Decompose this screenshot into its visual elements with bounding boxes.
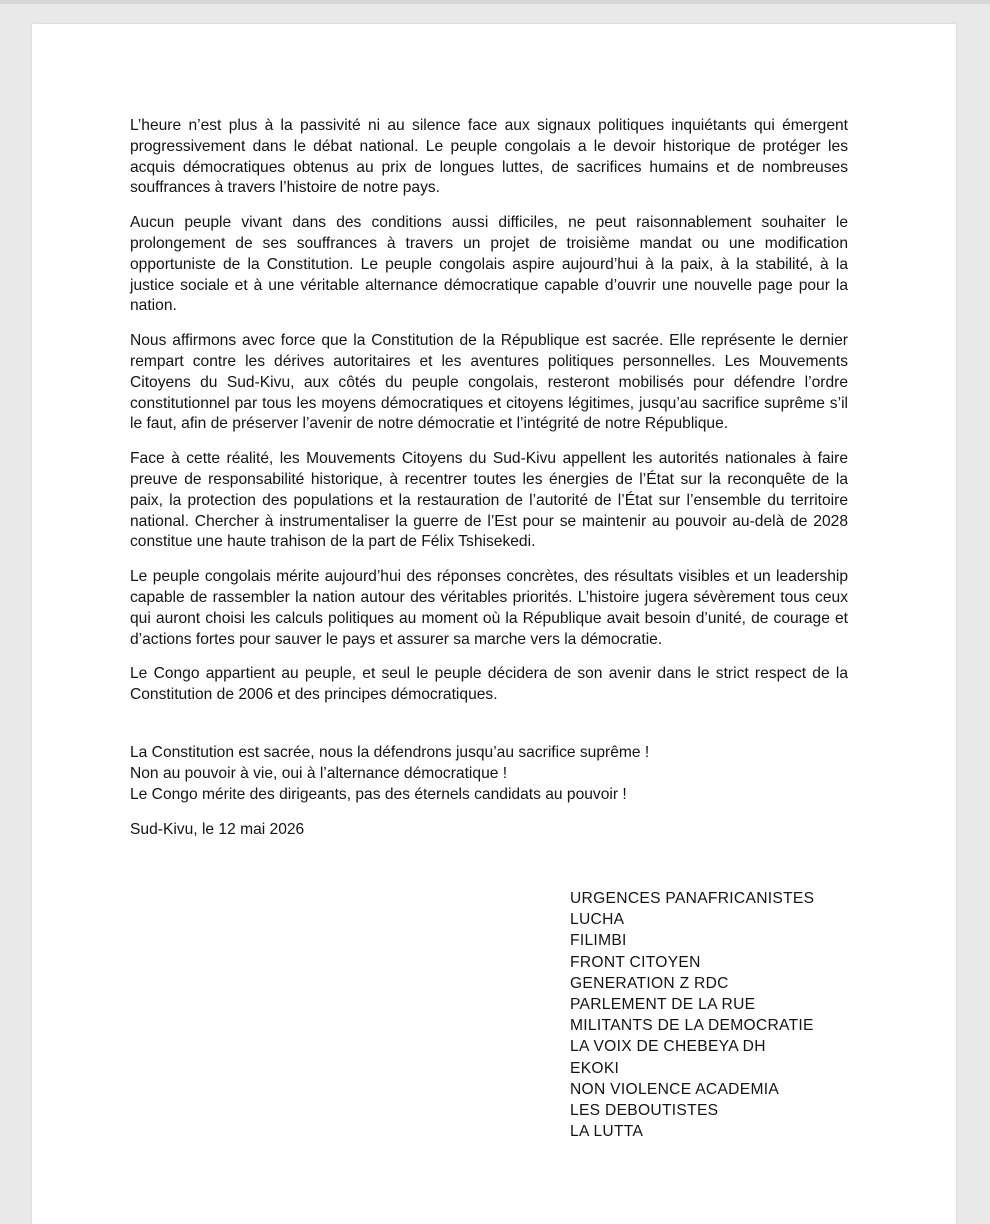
signatory-6: PARLEMENT DE LA RUE [570,996,756,1014]
signatory-1: URGENCES PANAFRICANISTES [570,890,815,907]
paragraph-5: Le peuple congolais mérite aujourd’hui des réponses concrètes, des résultats visibles et un leadership capable de rassembler la nation autour des véritables priorités. L’histoire jugera sévèrement tous ceux qui auront choisi les calculs politiques au moment où la République avait besoin d’unité, de courage et d’actions fortes pour sauver le pays et assurer sa marche vers la démocratie. [130,568,848,648]
paragraph-1: L’heure n’est plus à la passivité ni au silence face aux signaux politiques inquiétants qui émergent progressivement dans le débat national. Le peuple congolais a le devoir historique de protéger les acquis démocratiques obtenus au prix de longues luttes, de sacrifices humains et de nombreuses souffrances à travers l’histoire de notre pays. [130,117,848,197]
paragraph-4: Face à cette réalité, les Mouvements Citoyens du Sud-Kivu appellent les autorités nationales à faire preuve de responsabilité historique, à recentrer toutes les énergies de l’État sur la reconquête de la paix, la protection des populations et la restauration de l’autorité de l’État sur l’ensemble du territoire national. Chercher à instrumentaliser la guerre de l’Est pour se maintenir au pouvoir au-delà de 2028 constitue une haute trahison de la part de Félix Tshisekedi. [130,450,848,551]
signatories-list [570,888,814,1142]
signatory-9: EKOKI [570,1059,620,1077]
slogan-1: La Constitution est sacrée, nous la défendrons jusqu’au sacrifice suprême ! [130,743,650,761]
signatory-12: LA LUTTA [570,1123,644,1141]
paragraph-3: Nous affirmons avec force que la Constitution de la République est sacrée. Elle représente le dernier rempart contre les dérives autoritaires et les aventures politiques personnelles. Les Mouvements Citoyens du Sud-Kivu, aux côtés du peuple congolais, resteront mobilisés pour défendre l’ordre constitutionnel par tous les moyens démocratiques et citoyens légitimes, jusqu’au sacrifice suprême s’il le faut, afin de préserver l’avenir de notre démocratie et l’intégrité de notre République. [130,332,848,433]
place-date: Sud-Kivu, le 12 mai 2026 [130,820,305,838]
paragraph-2: Aucun peuple vivant dans des conditions aussi difficiles, ne peut raisonnablement souhaiter le prolongement de ses souffrances à travers un projet de troisième mandat ou une modification opportuniste de la Constitution. Le peuple congolais aspire aujourd’hui à la paix, à la stabilité, à la justice sociale et à une véritable alternance démocratique capable d’ouvrir une nouvelle page pour la nation. [130,214,848,315]
document-page [32,24,956,1224]
slogans-block [130,742,848,805]
signatory-11: LES DEBOUTISTES [570,1102,719,1120]
signatory-7: MILITANTS DE LA DEMOCRATIE [570,1017,814,1035]
signatory-10: NON VIOLENCE ACADEMIA [570,1080,780,1098]
signatory-4: FRONT CITOYEN [570,953,701,971]
signatory-8: LA VOIX DE CHEBEYA DH [570,1038,766,1056]
paragraph-6: Le Congo appartient au peuple, et seul le peuple décidera de son avenir dans le strict respect de la Constitution de 2006 et des principes démocratiques. [130,665,848,704]
slogan-2: Non au pouvoir à vie, oui à l’alternance démocratique ! [130,764,508,782]
signatory-2: LUCHA [570,911,625,929]
document-body [130,116,848,840]
signatory-5: GENERATION Z RDC [570,974,729,992]
slogan-3: Le Congo mérite des dirigeants, pas des éternels candidats au pouvoir ! [130,785,627,803]
signatory-3: FILIMBI [570,932,627,950]
top-edge-shade [0,0,990,4]
